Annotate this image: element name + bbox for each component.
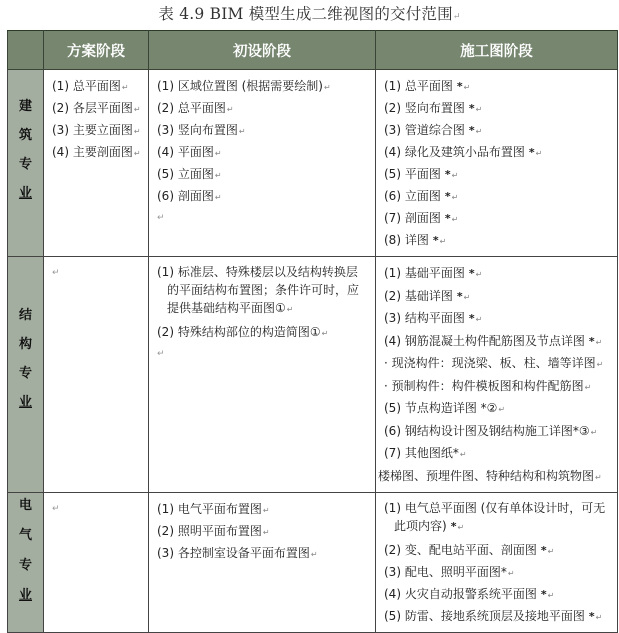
list-item: (5) 节点构造详图 *②↵ (384, 401, 506, 415)
list-item: (6) 立面图 *↵ (384, 189, 459, 203)
discipline-cell-architecture (8, 70, 44, 257)
list-item: (1) 总平面图 *↵ (384, 79, 471, 93)
header-scheme-stage: 方案阶段 (44, 31, 149, 70)
paragraph-mark-icon: ↵ (52, 504, 60, 514)
table-row-architecture (8, 70, 618, 257)
list-item: · 现浇构件：现浇梁、板、柱、墙等详图↵ (384, 356, 604, 370)
list-item: · 预制构件：构件模板图和构件配筋图↵ (384, 378, 592, 393)
list-item: (3) 各控制室设备平面布置图↵ (157, 546, 318, 560)
return-mark-icon: ↵ (452, 12, 461, 22)
list-item: (2) 照明平面布置图↵ (157, 524, 270, 538)
list-item: (1) 电气平面布置图↵ (157, 502, 270, 516)
asterisk-icon: * (468, 102, 475, 115)
discipline-char: 构 (18, 337, 32, 352)
preliminary-cell-structure (149, 257, 376, 493)
paragraph-mark-icon: ↵ (52, 268, 60, 278)
list-item: (1) 标准层、特殊楼层以及结构转换层的平面结构布置图；条件许可时，应提供基础结构平面图①↵ (157, 265, 360, 315)
list-item: (3) 配电、照明平面图*↵ (384, 565, 515, 579)
list-item: (1) 总平面图↵ (52, 79, 129, 93)
discipline-char: 业 (18, 186, 32, 201)
list-item: (4) 主要剖面图↵ (52, 145, 141, 159)
asterisk-icon: * (468, 267, 475, 280)
construction-cell-electrical (376, 493, 618, 633)
table-row-electrical (8, 493, 618, 633)
discipline-char: 筑 (18, 128, 32, 143)
header-blank-cell (8, 31, 44, 70)
discipline-char: 结 (18, 308, 32, 323)
list-item: (3) 管道综合图 *↵ (384, 123, 483, 137)
list-item: (3) 主要立面图↵ (52, 123, 141, 137)
asterisk-icon: * (450, 520, 457, 533)
list-item: (4) 火灾自动报警系统平面图 *↵ (384, 587, 555, 601)
discipline-char: 气 (18, 528, 32, 543)
preliminary-cell-architecture (149, 70, 376, 257)
list-item: (2) 各层平面图↵ (52, 101, 141, 115)
list-item: (5) 平面图 *↵ (384, 167, 459, 181)
list-item: (2) 变、配电站平面、剖面图 *↵ (384, 543, 555, 557)
list-item: (6) 剖面图↵ (157, 189, 222, 203)
header-preliminary-stage: 初设阶段 (149, 31, 376, 70)
list-item: (6) 钢结构设计图及钢结构施工详图*③↵ (384, 423, 598, 438)
list-item: (8) 详图 *↵ (384, 233, 447, 247)
discipline-cell-electrical (8, 493, 44, 633)
asterisk-icon: * (588, 610, 595, 623)
scheme-cell-structure (44, 257, 149, 493)
asterisk-icon: * (528, 146, 535, 159)
discipline-char: 业 (18, 588, 32, 603)
asterisk-icon: * (468, 124, 475, 137)
discipline-cell-structure (8, 257, 44, 493)
asterisk-icon: * (540, 588, 547, 601)
discipline-char: 专 (18, 558, 32, 573)
list-item: (4) 钢筋混凝土构件配筋图及节点详图 *↵ (384, 333, 603, 348)
asterisk-icon: * (468, 312, 475, 325)
asterisk-icon: * (444, 212, 451, 225)
list-item: (2) 特殊结构部位的构造简图①↵ (157, 325, 329, 339)
discipline-char: 业 (18, 395, 32, 410)
paragraph-mark-icon: ↵ (157, 213, 165, 223)
header-construction-stage: 施工图阶段 (376, 31, 618, 70)
list-item: (4) 绿化及建筑小品布置图 *↵ (384, 145, 543, 159)
list-item: (7) 其他图纸*↵ (384, 446, 467, 460)
asterisk-icon: * (444, 168, 451, 181)
delivery-scope-table (7, 30, 618, 633)
list-item: (1) 区域位置图 (根据需要绘制)↵ (157, 79, 331, 93)
table-caption (0, 2, 619, 24)
list-item: 楼梯图、预埋件图、特种结构和构筑物图↵ (378, 468, 602, 483)
caption-text: 表 4.9 BIM 模型生成二维视图的交付范围 (158, 5, 453, 23)
scheme-cell-electrical (44, 493, 149, 633)
header-row (8, 31, 618, 70)
preliminary-cell-electrical (149, 493, 376, 633)
paragraph-mark-icon: ↵ (157, 349, 165, 359)
list-item: (2) 总平面图↵ (157, 101, 234, 115)
list-item: (2) 基础详图 *↵ (384, 288, 471, 303)
list-item: (3) 结构平面图 *↵ (384, 311, 483, 325)
asterisk-icon: * (444, 190, 451, 203)
asterisk-icon: * (540, 544, 547, 557)
list-item: (1) 电气总平面图 (仅有单体设计时，可无此项内容) *↵ (384, 501, 606, 533)
discipline-char: 建 (18, 99, 32, 114)
asterisk-icon: * (456, 80, 463, 93)
list-item: (4) 平面图↵ (157, 145, 222, 159)
discipline-char: 电 (18, 498, 32, 513)
list-item: (5) 立面图↵ (157, 167, 222, 181)
list-item: (2) 竖向布置图 *↵ (384, 101, 483, 115)
construction-cell-structure (376, 257, 618, 493)
asterisk-icon: * (432, 234, 439, 247)
table-row-structure (8, 257, 618, 493)
list-item: (3) 竖向布置图↵ (157, 123, 246, 137)
asterisk-icon: * (588, 334, 595, 348)
discipline-char: 专 (18, 366, 32, 381)
scheme-cell-architecture (44, 70, 149, 257)
list-item: (1) 基础平面图 *↵ (384, 266, 483, 280)
construction-cell-architecture (376, 70, 618, 257)
list-item: (7) 剖面图 *↵ (384, 211, 459, 225)
asterisk-icon: * (456, 289, 463, 303)
list-item: (5) 防雷、接地系统顶层及接地平面图 *↵ (384, 609, 603, 623)
discipline-char: 专 (18, 157, 32, 172)
